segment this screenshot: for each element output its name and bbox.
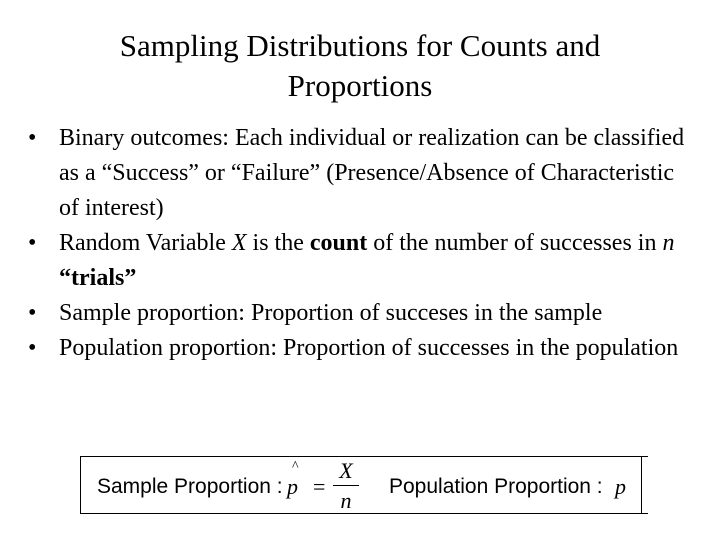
formula-box-edge (641, 457, 642, 514)
p-symbol: p (615, 474, 626, 499)
hat-symbol: ^ (292, 459, 299, 474)
emphasis-trials: “trials” (59, 265, 137, 291)
emphasis-count: count (309, 230, 368, 256)
p-hat-symbol: p (287, 474, 298, 499)
bullet-list (28, 121, 698, 366)
variable-n: n (662, 230, 675, 256)
fraction-numerator: X (339, 458, 353, 483)
bullet-dot: • (28, 300, 37, 326)
bullet-sample-proportion (28, 296, 698, 331)
formula-box (80, 456, 648, 514)
sample-proportion-label: Sample Proportion : (97, 475, 283, 498)
fraction-denominator: n (340, 488, 352, 513)
bullet-text: Population proportion: Proportion of successes in the population (59, 335, 679, 361)
variable-x: X (231, 230, 247, 256)
bullet-text: Sample proportion: Proportion of succeses in the sample (59, 300, 603, 326)
bullet-dot: • (28, 335, 37, 361)
bullet-text-part: of the number of successes in (367, 230, 663, 256)
population-proportion-label: Population Proportion : (389, 475, 603, 498)
equals-sign: = (313, 474, 326, 499)
slide-title (0, 26, 720, 106)
bullet-text-part: is the (246, 230, 310, 256)
bullet-binary-outcomes (28, 121, 698, 226)
bullet-random-variable (28, 226, 698, 296)
fraction-bar (333, 485, 359, 486)
bullet-dot: • (28, 230, 37, 256)
bullet-text: Binary outcomes: Each individual or realization can be classified as a “Success” or “Failure” (Presence/Absence of Characteristic of interest) (59, 125, 685, 221)
bullet-text-part: Random Variable (59, 230, 232, 256)
title-line-2: Proportions (287, 68, 433, 103)
title-line-1: Sampling Distributions for Counts and (119, 28, 601, 63)
bullet-dot: • (28, 125, 37, 151)
bullet-population-proportion (28, 331, 698, 366)
